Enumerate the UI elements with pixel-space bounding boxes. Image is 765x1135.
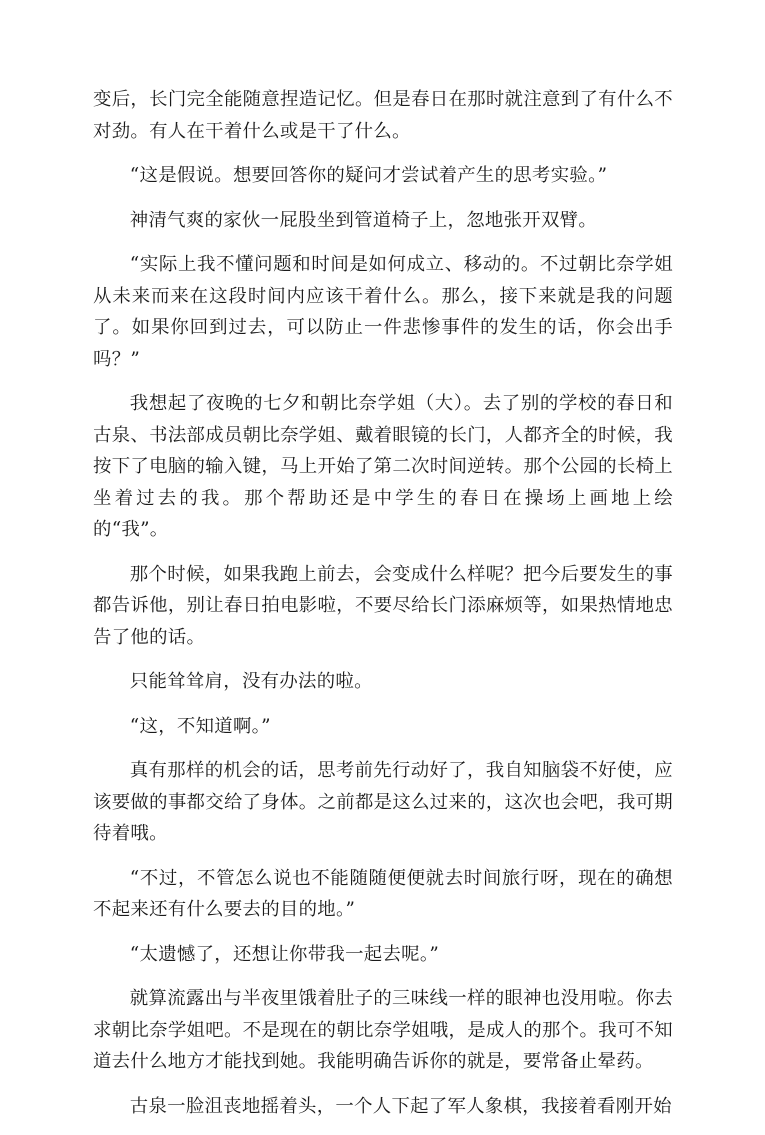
- paragraph: “实际上我不懂问题和时间是如何成立、移动的。不过朝比奈学姐从未来而来在这段时间内应该干着什么。那么，接下来就是我的问题了。如果你回到过去，可以防止一件悲惨事件的发生的话，你会出手吗？”: [93, 254, 673, 370]
- paragraph: 只能耸耸肩，没有办法的啦。: [129, 671, 373, 692]
- paragraph: 古泉一脸沮丧地摇着头，一个人下起了军人象棋，我接着看刚开始: [129, 1095, 672, 1117]
- paragraph: 变后，长门完全能随意捏造记忆。但是春日在那时就注意到了有什么不对劲。有人在干着什么或是干了什么。: [93, 89, 673, 142]
- paragraph: “太遗憾了，还想让你带我一起去呢。”: [129, 943, 440, 965]
- paragraph: “这是假说。想要回答你的疑问才尝试着产生的思考实验。”: [129, 165, 608, 186]
- text-body: [93, 84, 673, 1135]
- paragraph: “这，不知道啊。”: [129, 715, 271, 737]
- paragraph: 神清气爽的家伙一屁股坐到管道椅子上，忽地张开双臂。: [129, 209, 598, 231]
- paragraph: 我想起了夜晚的七夕和朝比奈学姐（大）。去了别的学校的春日和古泉、书法部成员朝比奈学姐、戴着眼镜的长门，人都齐全的时候，我按下了电脑的输入键，马上开始了第二次时间逆转。那个公园的长椅上坐着过去的我。那个帮助还是中学生的春日在操场上画地上绘的“我”。: [93, 393, 673, 540]
- paragraph: 就算流露出与半夜里饿着肚子的三味线一样的眼神也没用啦。你去求朝比奈学姐吧。不是现在的朝比奈学姐哦，是成人的那个。我可不知道去什么地方才能找到她。我能明确告诉你的就是，要常备止晕药。: [93, 988, 673, 1072]
- paragraph: 真有那样的机会的话，思考前先行动好了，我自知脑袋不好使，应该要做的事都交给了身体。之前都是这么过来的，这次也会吧，我可期待着哦。: [93, 760, 673, 844]
- paragraph: “不过，不管怎么说也不能随随便便就去时间旅行呀，现在的确想不起来还有什么要去的目的地。”: [93, 867, 673, 920]
- paragraph: 那个时候，如果我跑上前去，会变成什么样呢？把今后要发生的事都告诉他，别让春日拍电影啦，不要尽给长门添麻烦等，如果热情地忠告了他的话。: [93, 563, 673, 648]
